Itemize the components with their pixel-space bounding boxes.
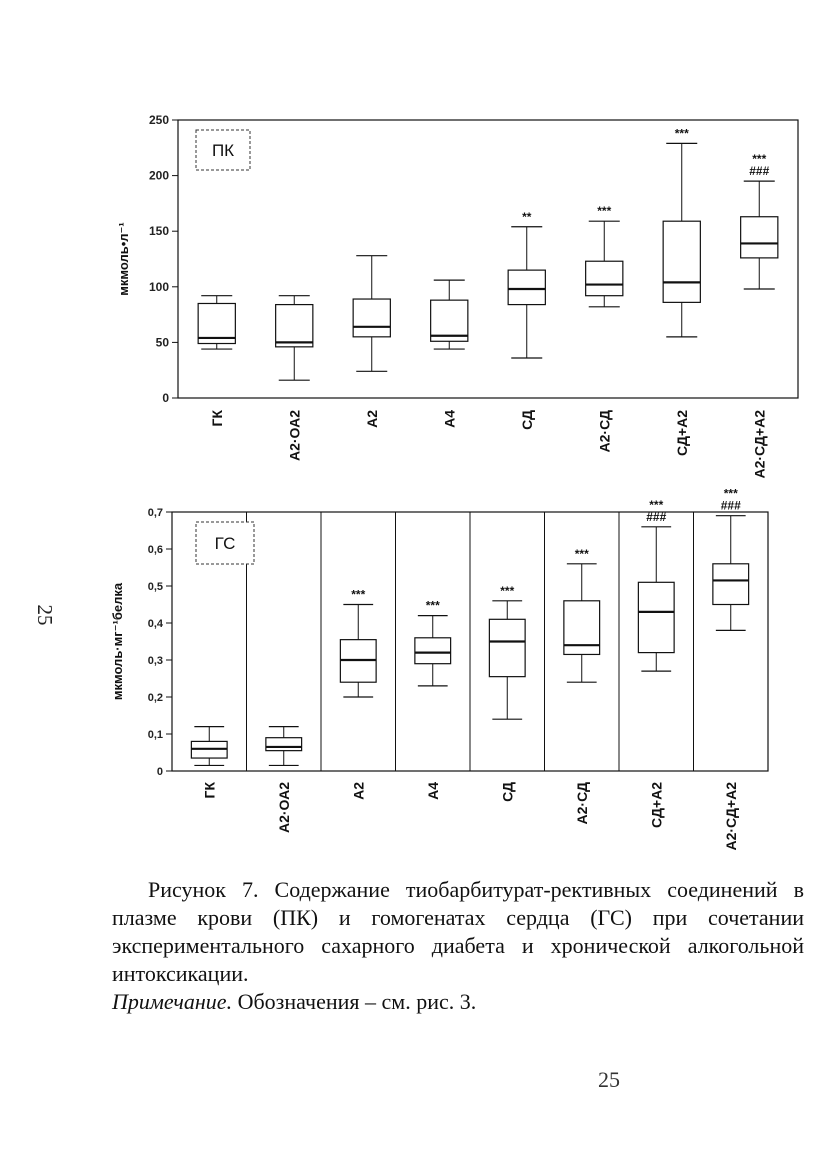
y-axis-label: мкмоль•л⁻¹ [116,222,131,296]
caption-text: Рисунок 7. Содержание тиобарбитурат-рективных соединений в плазме крови (ПК) и гомогенатах сердца (ГС) при сочетании экспериментального сахарного диабета и хронической алкогольной интоксикации. [112,877,804,986]
significance-label: *** [674,126,689,141]
y-tick-label: 0,3 [147,655,163,667]
box-iqr [741,217,778,258]
y-tick-label: 200 [148,168,169,183]
box-5 [508,210,545,358]
y-tick-label: 0 [156,766,163,778]
significance-label: ** [522,209,532,224]
x-category-label: СД+А2 [673,410,690,456]
chart-panel-2 [110,487,768,851]
x-category-label: СД+А2 [648,782,665,828]
x-category-label: ГК [208,410,225,427]
significance-label: *** [500,583,515,598]
box-2 [266,727,302,766]
chart-panel-1 [116,113,798,479]
box-5 [489,584,525,719]
significance-label: ### [720,498,741,513]
significance-label: *** [752,152,767,167]
x-category-label: А2·ОА2 [275,782,292,833]
y-axis-label: мкмоль·мг⁻¹белка [110,582,125,701]
x-category-label: А2 [363,410,380,428]
significance-label: ### [646,509,667,524]
y-tick-label: 0,4 [147,618,163,630]
y-tick-label: 0 [162,391,169,405]
y-tick-label: 100 [148,279,169,294]
box-iqr [663,221,700,302]
box-3 [353,256,390,372]
x-category-label: А4 [441,410,458,428]
significance-label: *** [723,486,738,501]
x-category-label: А2·СД [596,410,613,453]
box-1 [198,296,235,349]
caption-note [112,988,804,1016]
box-iqr [713,564,749,605]
box-2 [276,296,313,381]
box-4 [415,599,451,686]
panel-label: ПК [211,141,235,160]
panel-label: ГС [214,534,236,553]
box-7 [663,126,700,336]
x-category-label: ГК [201,782,218,799]
box-iqr [353,299,390,337]
y-tick-label: 150 [148,224,169,239]
y-tick-label: 0,2 [147,692,163,704]
significance-label: *** [574,546,589,561]
significance-label: *** [425,598,440,613]
x-category-label: А2·СД+А2 [722,782,739,851]
box-8 [713,487,749,631]
y-tick-label: 0,6 [147,544,163,556]
significance-label: *** [351,587,366,602]
x-category-label: СД [518,410,535,430]
y-tick-label: 0,1 [147,729,163,741]
box-8 [741,152,778,289]
box-iqr [564,601,600,655]
significance-label: *** [649,497,664,512]
significance-label: *** [597,204,612,219]
footer-page-number-text: 25 [598,1067,620,1092]
box-3 [340,588,376,698]
box-iqr [508,270,545,304]
y-tick-label: 0,7 [147,507,163,519]
x-category-label: СД [499,782,516,802]
box-7 [638,498,674,671]
box-6 [564,547,600,682]
x-category-label: А2·СД+А2 [751,410,768,479]
box-iqr [276,305,313,347]
caption-note-text: Обозначения – см. рис. 3. [232,989,477,1014]
figure-caption [112,876,804,1016]
box-1 [191,727,227,766]
x-category-label: А2·ОА2 [286,410,303,461]
box-iqr [266,738,302,751]
side-page-number: 25 [33,604,57,626]
box-iqr [586,261,623,295]
x-category-label: А2 [350,782,367,800]
box-iqr [489,619,525,676]
y-tick-label: 0,5 [147,581,163,593]
box-iqr [638,582,674,652]
footer-page-number [598,1062,638,1092]
box-6 [586,204,623,307]
significance-label: ### [749,164,770,179]
box-4 [431,280,468,349]
box-iqr [415,638,451,664]
plot-frame [178,120,798,398]
x-category-label: А2·СД [573,782,590,825]
caption-note-label: Примечание. [112,989,233,1014]
y-tick-label: 50 [155,335,169,350]
y-tick-label: 250 [148,113,169,127]
x-category-label: А4 [424,782,441,800]
